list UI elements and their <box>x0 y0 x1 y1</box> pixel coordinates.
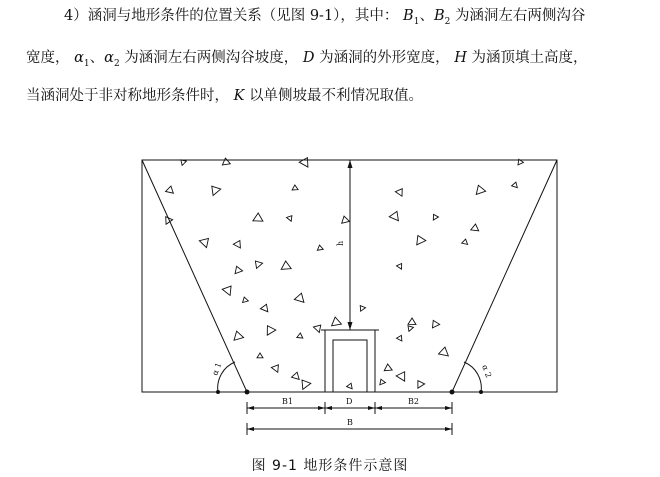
soil-fill-triangle <box>221 157 230 164</box>
soil-fill-triangle <box>291 371 300 379</box>
subscript-2: 2 <box>113 58 120 69</box>
label-alpha2: α 2 <box>480 363 494 379</box>
text-segment: 当涵洞处于非对称地形条件时， <box>26 88 229 104</box>
soil-fill-triangle <box>414 378 424 388</box>
terrain-diagram <box>0 140 660 450</box>
soil-fill-triangle <box>166 185 175 193</box>
label-b1: B1 <box>282 397 293 406</box>
soil-fill-triangle <box>317 245 324 251</box>
figure-caption: 图 9-1 地形条件示意图 <box>251 458 409 474</box>
soil-fill-triangle <box>397 334 405 341</box>
symbol-b: B <box>403 8 414 24</box>
soil-fill-triangle <box>358 304 366 311</box>
soil-fill-triangle <box>474 184 486 195</box>
soil-fill-triangle <box>208 183 221 196</box>
right-slope-line <box>452 160 557 392</box>
soil-fill-triangle <box>252 258 262 268</box>
soil-fill-triangle <box>340 215 349 223</box>
label-b: B <box>347 418 353 427</box>
soil-fill-triangle <box>292 185 298 190</box>
subscript-1: 1 <box>413 16 420 27</box>
soil-fill-triangle <box>406 324 414 332</box>
soil-fill-triangle <box>408 318 416 325</box>
soil-fill-triangle <box>257 353 263 358</box>
soil-fill-triangle <box>516 158 523 165</box>
soil-fill-triangle <box>430 319 440 328</box>
soil-fill-triangle <box>263 323 276 335</box>
soil-fill-triangle <box>431 213 439 220</box>
paragraph-line-3 <box>26 86 646 106</box>
soil-fill-triangle <box>413 233 425 244</box>
soil-fill-triangle <box>397 262 405 269</box>
text-segment: 以单侧坡最不利情况取值。 <box>249 88 424 104</box>
soil-fill-triangle <box>199 235 212 248</box>
soil-fill-triangle <box>378 378 385 385</box>
symbol-h: H <box>454 50 467 66</box>
soil-fill-triangle <box>396 369 409 381</box>
label-h: h <box>336 240 345 246</box>
symbol-alpha: α <box>104 50 114 66</box>
soil-fill-triangle <box>241 296 248 302</box>
text-segment: 为涵顶填土高度， <box>471 50 588 66</box>
soil-fill-triangle <box>512 181 519 187</box>
soil-fill-triangle <box>330 316 341 326</box>
soil-fill-triangle <box>389 209 401 220</box>
soil-fill-triangle <box>179 158 187 166</box>
soil-fill-triangle <box>294 292 306 303</box>
soil-fill-triangle <box>395 186 405 196</box>
symbol-b: B <box>433 8 445 24</box>
subscript-2: 2 <box>444 16 451 27</box>
soil-fill-triangle <box>233 239 243 248</box>
text-segment: 为涵洞左右两侧沟谷 <box>454 8 586 24</box>
symbol-d: D <box>302 50 315 66</box>
symbol-alpha: α <box>74 50 84 66</box>
subscript-1: 1 <box>83 58 90 69</box>
paragraph-line-2 <box>26 48 646 74</box>
soil-fill-triangle <box>462 238 469 244</box>
soil-fill-triangle <box>271 362 281 372</box>
soil-fill-triangle <box>384 364 393 371</box>
soil-fill-triangle <box>471 224 480 231</box>
soil-fill-triangle <box>287 214 295 222</box>
separator: 、 <box>419 8 434 24</box>
label-b2: B2 <box>408 397 419 406</box>
separator: 、 <box>89 50 105 66</box>
text-segment: 宽度， <box>26 50 70 66</box>
soil-fill-triangle <box>253 213 263 221</box>
text-segment: 4）涵洞与地形条件的位置关系（见图 9-1），其中： <box>64 8 399 24</box>
soil-fill-triangle <box>260 303 270 312</box>
alpha2-arc <box>464 362 481 392</box>
soil-fill-triangle <box>222 283 235 295</box>
soil-fill-triangle <box>233 265 243 274</box>
text-segment: 为涵洞的外形宽度， <box>319 50 450 66</box>
soil-fill-triangle <box>439 346 450 356</box>
symbol-k: K <box>233 88 245 104</box>
paragraph-line-1 <box>64 6 660 32</box>
soil-fill-triangle <box>281 261 292 270</box>
text-segment: 为涵洞左右两侧沟谷坡度， <box>124 50 299 66</box>
label-alpha1: α 1 <box>210 361 224 377</box>
soil-fill-triangle <box>347 382 354 389</box>
soil-fill-triangle <box>299 155 312 167</box>
label-d: D <box>346 397 353 406</box>
soil-fill-triangle <box>313 322 323 332</box>
soil-fill-triangle <box>297 333 303 338</box>
soil-fill-triangle <box>298 377 311 389</box>
left-slope-line <box>142 160 247 392</box>
soil-fill-triangle <box>232 330 244 340</box>
